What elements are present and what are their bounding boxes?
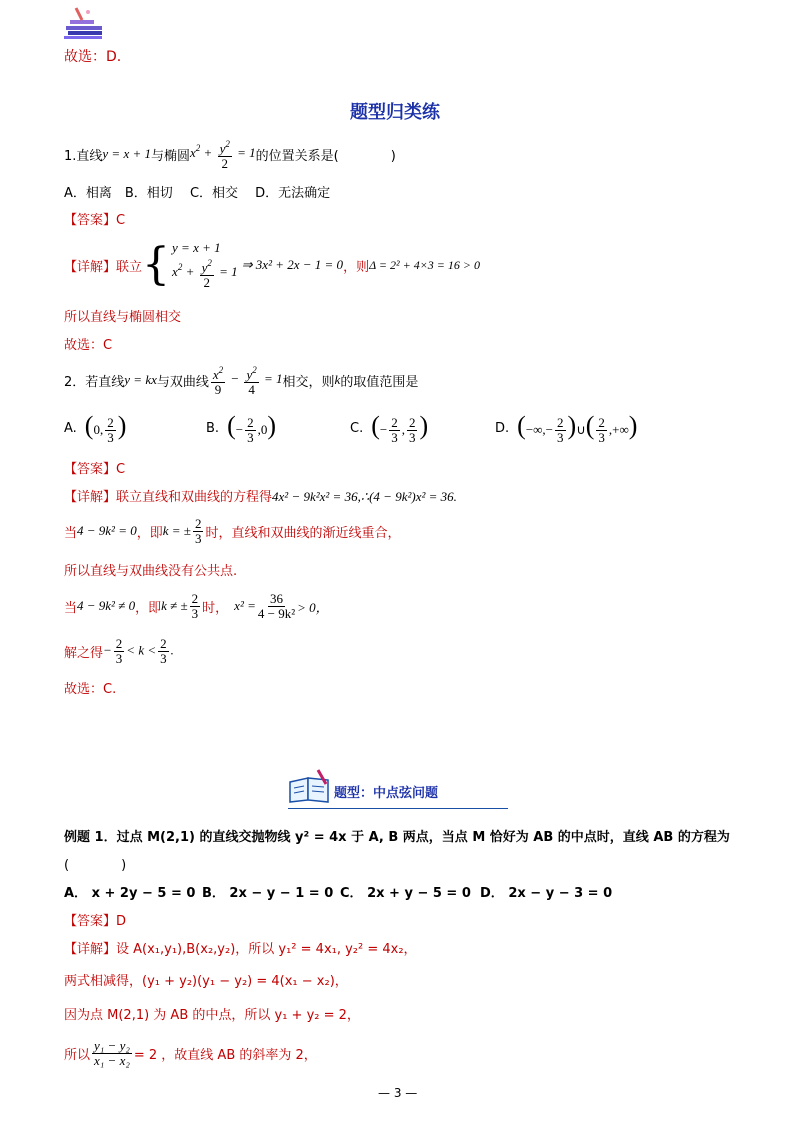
- q2-solve: [64, 632, 174, 670]
- q1-ellipse-eq: $x^2$ + $\frac{y^2}{2}$ = 1: [190, 139, 256, 171]
- q2-case2-k: k ≠ ±: [161, 598, 188, 613]
- q1-sys-eq2: $x^2$ + $\frac{y^2}{2}$ = 1: [172, 258, 238, 290]
- q2-option-c: C. (− $\frac{2}{3}$ , $\frac{2}{3}$ ): [350, 410, 429, 446]
- ex1-option-b: B． 2x − y − 1 = 0: [202, 886, 334, 901]
- ex1-answer: 【答案】D: [64, 914, 127, 929]
- q1-answer: 【答案】C: [64, 213, 126, 228]
- section-title: 题型归类练: [350, 102, 440, 123]
- q2-option-a: A. (0, $\frac{2}{3}$ ): [64, 410, 127, 446]
- q2-option-b: B. (− $\frac{2}{3}$ ,0): [206, 410, 276, 446]
- prev-conclusion: 故选：D.: [64, 49, 122, 65]
- header-logo: [62, 6, 110, 40]
- ex1-line2: 两式相减得，(y₁ + y₂)(y₁ − y₂) = 4(x₁ − x₂)，: [64, 974, 348, 989]
- q2-option-d: D. (−∞,− $\frac{2}{3}$ )∪( $\frac{2}{3}$ ,+∞): [495, 410, 638, 446]
- q2-conclusion: 故选：C.: [64, 682, 117, 697]
- q1-conclusion: 故选：C: [64, 338, 113, 353]
- ex1-line4-post: = 2 ，故直线 AB 的斜率为 2，: [133, 1047, 317, 1063]
- q1-detail: [64, 236, 480, 294]
- ex1-detail-text: 设 A(x₁,y₁),B(x₂,y₂)，所以 y₁² = 4x₁, y₂² = 4x₂，: [116, 942, 417, 957]
- q2-case1-line2: 所以直线与双曲线没有公共点.: [64, 564, 238, 579]
- ex1-line3: 因为点 M(2,1) 为 AB 的中点，所以 y₁ + y₂ = 2，: [64, 1008, 360, 1023]
- ex1-line4: [64, 1034, 317, 1072]
- q2-answer: 【答案】C: [64, 462, 126, 477]
- topic-header: [288, 768, 508, 812]
- q2-case2-post: 时，: [202, 600, 229, 616]
- ex1-detail: [64, 938, 417, 957]
- q2-detail-eq: 4x² − 9k²x² = 36,∴(4 − 9k²)x² = 36.: [272, 489, 457, 504]
- q2-option-c-label: C.: [350, 420, 364, 436]
- ex1-line4-pre: 所以: [64, 1047, 91, 1063]
- topic-underline: [288, 808, 508, 809]
- q1-implies: ⇒ 3x² + 2x − 1 = 0: [241, 257, 344, 272]
- q2-solve-ineq: − $\frac{2}{3}$ < k < $\frac{2}{3}$ .: [103, 635, 174, 666]
- q2-stem-end: 的取值范围是: [340, 374, 419, 390]
- q2-case1-pre: 当: [64, 525, 78, 541]
- ex1-stem: 例题 1．过点 M(2,1) 的直线交抛物线 y² = 4x 于 A, B 两点，当点 M 恰好为 AB 的中点时，直线 AB 的方程为: [64, 830, 730, 845]
- ex1-stem2: ( ): [64, 858, 127, 873]
- q1-detail-label: 【详解】: [64, 259, 117, 275]
- q1-delta: Δ = 2² + 4×3 = 16 > 0: [369, 257, 480, 272]
- q1-line2: 所以直线与椭圆相交: [64, 310, 182, 325]
- q1-sys-eq1: y = x + 1: [172, 240, 221, 255]
- q2-stem-mid: 与双曲线: [156, 374, 209, 390]
- q1-line-eq: y = x + 1: [102, 146, 151, 161]
- ex1-option-a: A． x + 2y − 5 = 0: [64, 886, 196, 901]
- q2-case1-cond: 4 − 9k² = 0: [77, 523, 137, 538]
- q2-case1: 当 4 − 9k² = 0 ，即 k = ± $\frac{2}{3}$ 时，直线和双曲线的渐近线重合，: [64, 515, 401, 546]
- q1-stem: [64, 134, 396, 174]
- ex1-detail-label: 【详解】: [64, 942, 117, 957]
- q2-option-b-label: B.: [206, 420, 220, 436]
- q2-detail-label: 【详解】: [64, 490, 117, 505]
- q1-stem-post: 的位置关系是( ): [255, 148, 396, 164]
- q2-hyperbola-eq: $\frac{x^2}{9}$ − $\frac{y^2}{4}$ = 1: [212, 365, 283, 397]
- q1-then-text: ，则: [343, 259, 370, 275]
- q2-solve-pre: 解之得: [64, 645, 104, 661]
- ex1-frac-denominator: x₁ − x₂: [94, 1052, 130, 1068]
- q2-case2-cond: 4 − 9k² ≠ 0: [77, 598, 136, 613]
- q2-case1-mid: ，即: [136, 525, 163, 541]
- ex1-frac-numerator: y₁ − y₂: [94, 1037, 130, 1053]
- page-number: — 3 —: [378, 1086, 418, 1100]
- q2-case2: 当 4 − 9k² ≠ 0 ，即 k ≠ ± $\frac{2}{3}$ 时， x² = $\frac{36}{\text{4 − 9k²}}$ > 0，: [64, 590, 329, 621]
- q2-case2-mid: ，即: [135, 600, 162, 616]
- q2-k: k: [334, 372, 341, 387]
- stacked-books-pen-logo: [62, 6, 110, 40]
- q2-case2-pre: 当: [64, 600, 78, 616]
- q2-stem-post: 相交，则: [282, 374, 335, 390]
- q2-case1-k: k = ±: [162, 523, 191, 538]
- q2-detail: [64, 486, 457, 505]
- q2-case1-post: 时，直线和双曲线的渐近线重合，: [205, 525, 401, 541]
- q1-options: A．相离 B．相切 C．相交 D．无法确定: [64, 186, 331, 201]
- q1-detail-text: 联立: [116, 259, 143, 275]
- topic-label: 题型：中点弦问题: [334, 786, 439, 801]
- q2-option-a-label: A.: [64, 420, 77, 436]
- q2-detail-text: 联立直线和双曲线的方程得: [116, 490, 273, 505]
- q1-stem-mid: 与椭圆: [151, 148, 191, 164]
- q2-case2-x: x² =: [234, 598, 256, 613]
- q2-stem-pre: 2．若直线: [64, 374, 125, 390]
- ex1-option-d: D． 2x − y − 3 = 0: [480, 886, 613, 901]
- ex1-option-c: C． 2x + y − 5 = 0: [340, 886, 471, 901]
- q2-line-eq: y = kx: [124, 372, 157, 387]
- book-pen-icon: [288, 768, 332, 804]
- q1-system: { y = x + 1 $x^2$ + $\frac{y^2}{2}$ = 1 ⇒ 3x² + 2x − 1 = 0: [142, 239, 344, 290]
- q1-stem-pre: 1.直线: [64, 148, 103, 164]
- q2-option-d-label: D.: [495, 420, 510, 436]
- q2-stem: [64, 360, 418, 400]
- q2-case2-end: > 0，: [297, 599, 329, 615]
